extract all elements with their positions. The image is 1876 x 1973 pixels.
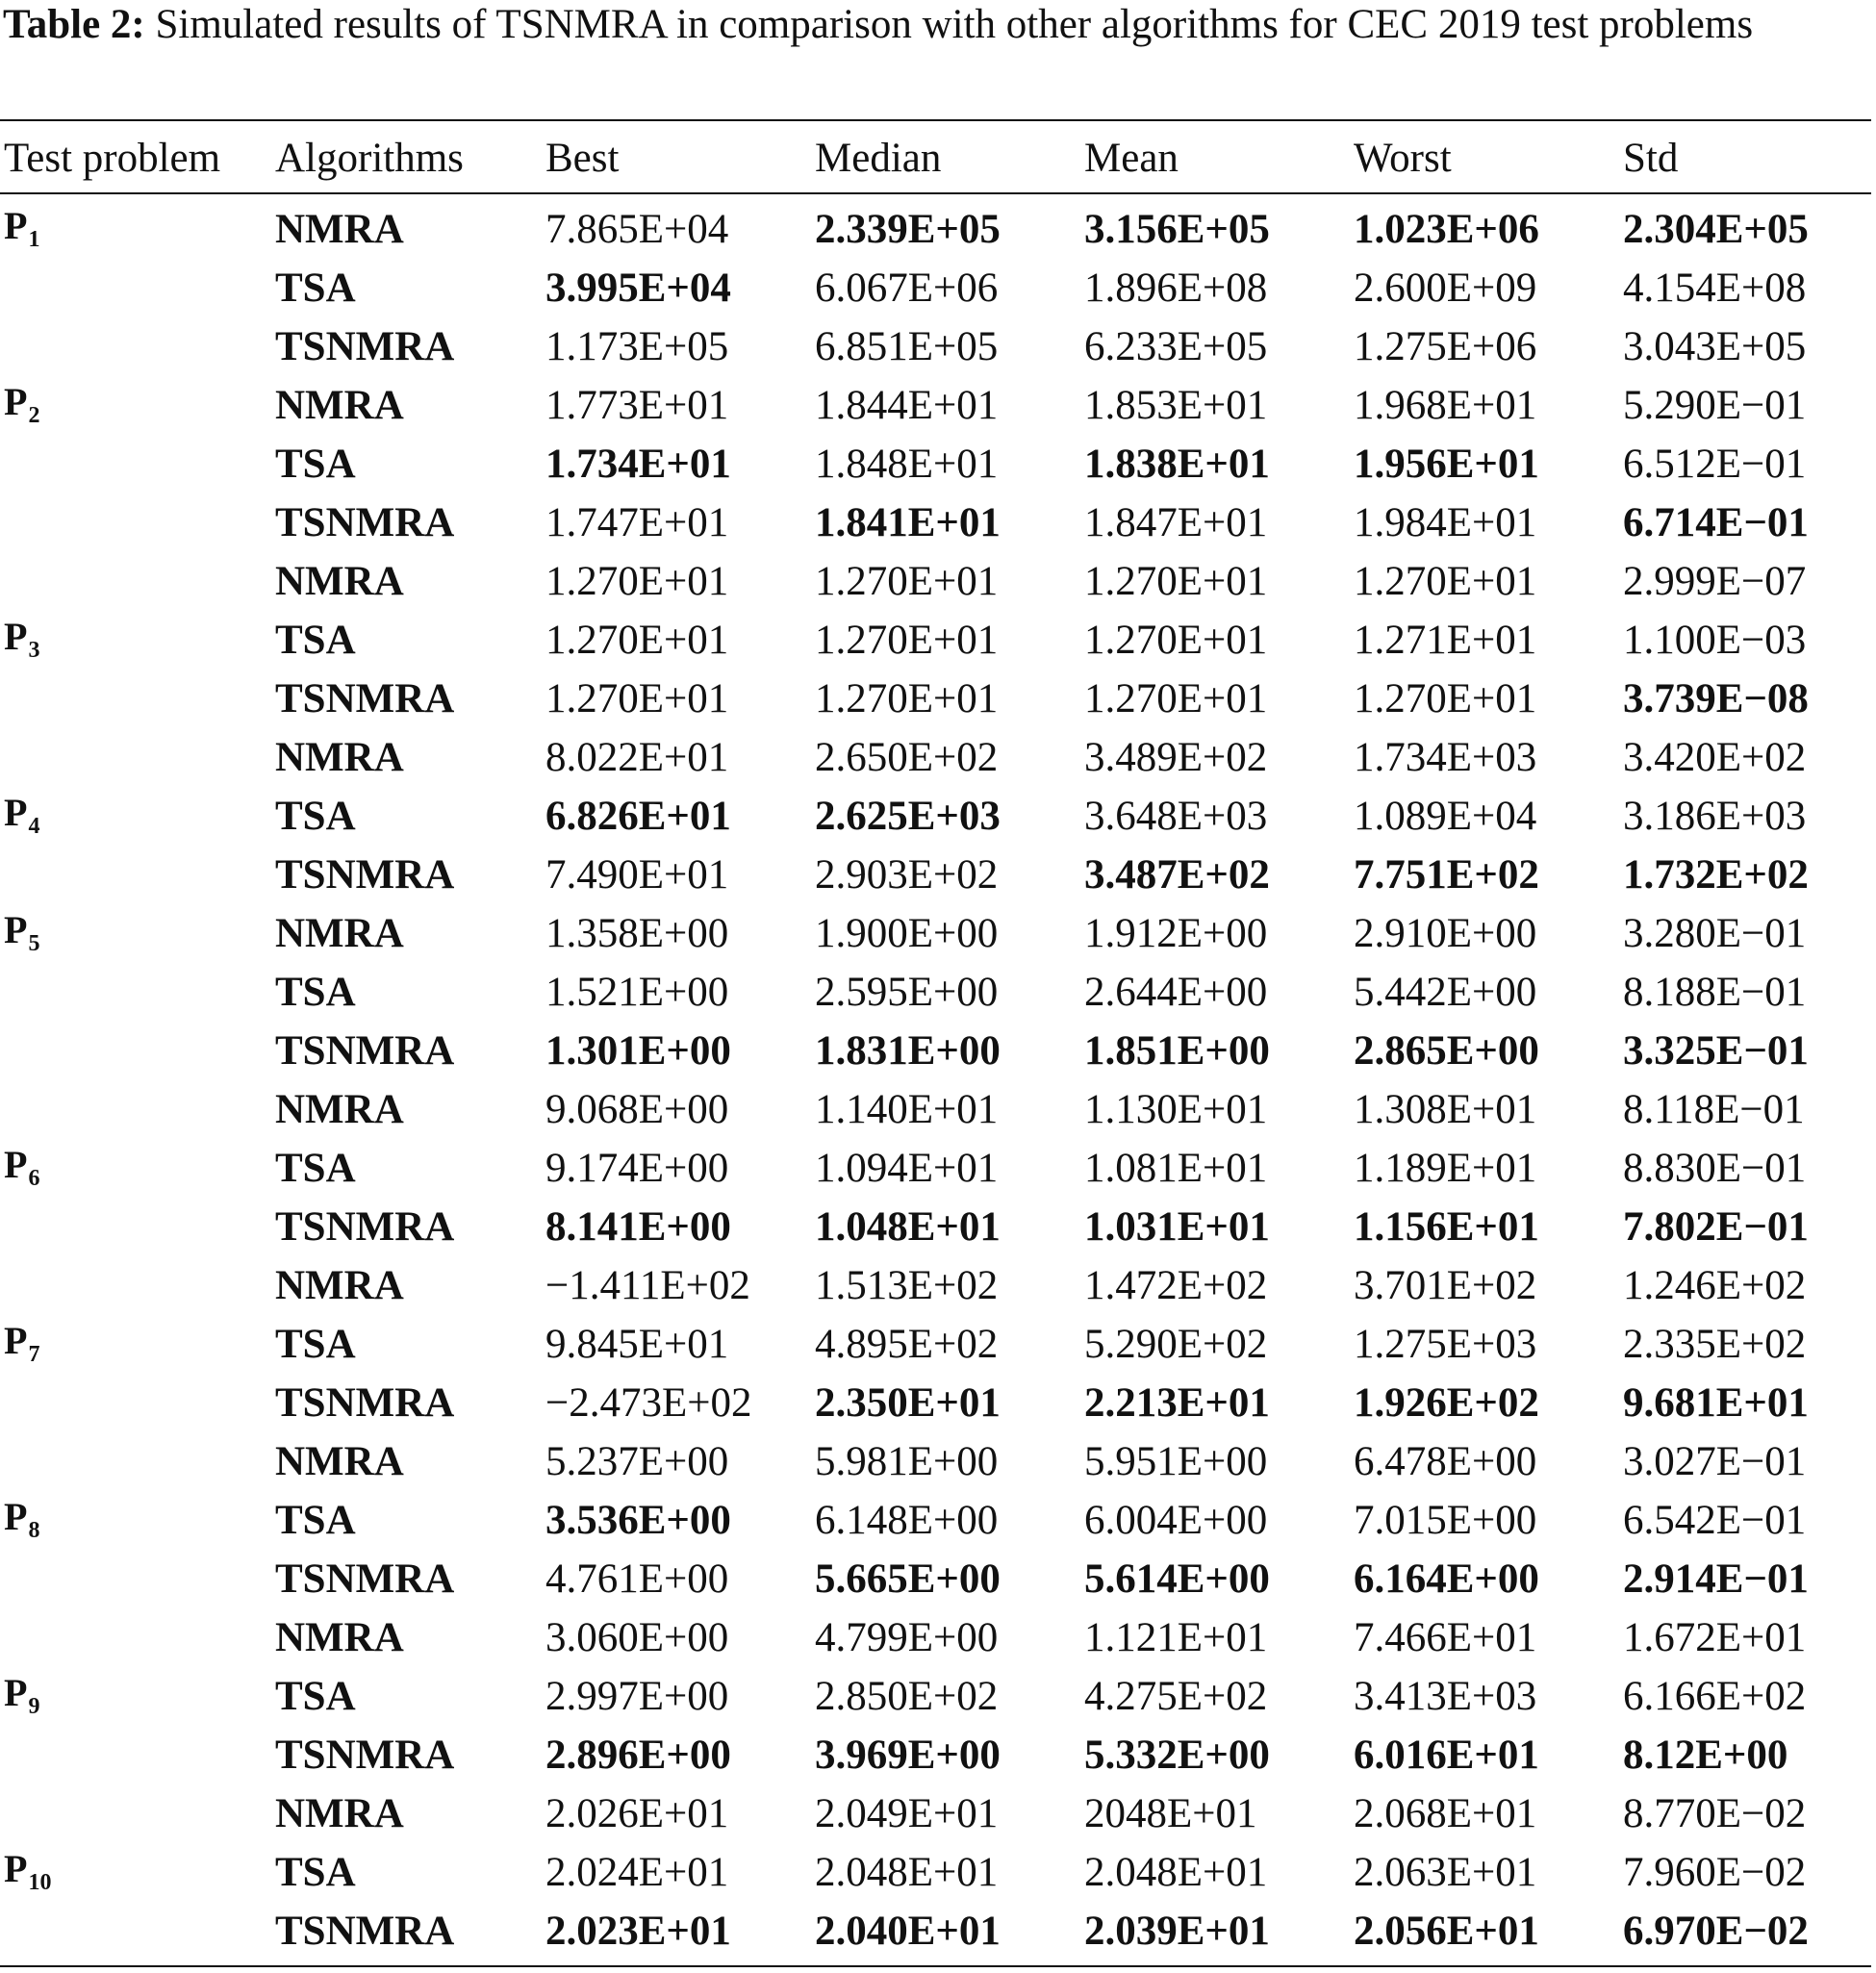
- problem-index: 6: [28, 1166, 40, 1191]
- problem-index: 5: [28, 931, 40, 956]
- table-row: [0, 1315, 1871, 1374]
- median-cell: 1.831E+00: [815, 1028, 1001, 1074]
- mean-cell: 1.121E+01: [1084, 1615, 1268, 1660]
- worst-cell: 7.751E+02: [1354, 852, 1539, 898]
- median-cell: 2.339E+05: [815, 207, 1001, 252]
- table-row: [0, 1080, 1871, 1139]
- algorithm-cell: TSA: [275, 1674, 356, 1719]
- mean-cell: 6.004E+00: [1084, 1498, 1268, 1543]
- mean-cell: 5.614E+00: [1084, 1556, 1270, 1602]
- header-test-problem: Test problem: [4, 136, 221, 181]
- header-std: Std: [1623, 136, 1679, 181]
- mean-cell: 1.896E+08: [1084, 266, 1268, 311]
- algorithm-cell: NMRA: [275, 383, 404, 428]
- median-cell: 6.067E+06: [815, 266, 999, 311]
- algorithm-cell: NMRA: [275, 207, 404, 252]
- header-median: Median: [815, 136, 942, 181]
- median-cell: 4.799E+00: [815, 1615, 999, 1660]
- table-row: [0, 552, 1871, 611]
- best-cell: 1.773E+01: [545, 383, 729, 428]
- table-row: [0, 1843, 1871, 1902]
- problem-index: 3: [28, 638, 40, 663]
- std-cell: 3.043E+05: [1623, 324, 1807, 369]
- algorithm-cell: TSNMRA: [275, 676, 455, 721]
- median-cell: 1.270E+01: [815, 618, 999, 663]
- problem-label: [4, 1493, 39, 1555]
- best-cell: 1.521E+00: [545, 970, 729, 1015]
- median-cell: 6.851E+05: [815, 324, 999, 369]
- worst-cell: 1.926E+02: [1354, 1380, 1539, 1426]
- mean-cell: 1.853E+01: [1084, 383, 1268, 428]
- std-cell: 1.246E+02: [1623, 1263, 1807, 1308]
- problem-label: [4, 906, 39, 968]
- std-cell: 2.999E−07: [1623, 559, 1807, 604]
- mean-cell: 3.489E+02: [1084, 735, 1268, 780]
- problem-index: 10: [28, 1870, 52, 1895]
- mean-cell: 1.838E+01: [1084, 442, 1270, 487]
- problem-label: [4, 1141, 39, 1202]
- worst-cell: 5.442E+00: [1354, 970, 1537, 1015]
- std-cell: 9.681E+01: [1623, 1380, 1809, 1426]
- problem-name: P: [4, 204, 28, 247]
- problem-index: 4: [28, 814, 40, 839]
- best-cell: 1.747E+01: [545, 500, 729, 545]
- median-cell: 2.040E+01: [815, 1909, 1001, 1954]
- table-row: [0, 1374, 1871, 1432]
- table-row: [0, 963, 1871, 1022]
- table-bottom-rule: [0, 1965, 1871, 1967]
- table-row: [0, 200, 1871, 259]
- mean-cell: 5.332E+00: [1084, 1733, 1270, 1778]
- mean-cell: 1.851E+00: [1084, 1028, 1270, 1074]
- median-cell: 1.140E+01: [815, 1087, 999, 1132]
- table-header-rule: [0, 192, 1871, 194]
- worst-cell: 6.478E+00: [1354, 1439, 1537, 1484]
- worst-cell: 1.984E+01: [1354, 500, 1537, 545]
- best-cell: 2.997E+00: [545, 1674, 729, 1719]
- std-cell: 2.304E+05: [1623, 207, 1809, 252]
- worst-cell: 1.023E+06: [1354, 207, 1539, 252]
- problem-name: P: [4, 908, 28, 951]
- median-cell: 1.270E+01: [815, 676, 999, 721]
- table-row: [0, 1491, 1871, 1550]
- best-cell: 9.845E+01: [545, 1322, 729, 1367]
- mean-cell: 3.648E+03: [1084, 794, 1268, 839]
- algorithm-cell: TSNMRA: [275, 1028, 455, 1074]
- table-caption: [3, 0, 1869, 50]
- median-cell: 1.844E+01: [815, 383, 999, 428]
- algorithm-cell: TSNMRA: [275, 1204, 455, 1250]
- algorithm-cell: NMRA: [275, 1087, 404, 1132]
- std-cell: 3.027E−01: [1623, 1439, 1807, 1484]
- problem-name: P: [4, 380, 28, 423]
- problem-name: P: [4, 1671, 28, 1714]
- problem-name: P: [4, 1495, 28, 1538]
- algorithm-cell: NMRA: [275, 1263, 404, 1308]
- problem-label: [4, 789, 39, 850]
- best-cell: 5.237E+00: [545, 1439, 729, 1484]
- problem-label: [4, 1845, 51, 1907]
- worst-cell: 6.016E+01: [1354, 1733, 1539, 1778]
- algorithm-cell: NMRA: [275, 1791, 404, 1836]
- algorithm-cell: TSA: [275, 1322, 356, 1367]
- mean-cell: 1.081E+01: [1084, 1146, 1268, 1191]
- best-cell: 2.026E+01: [545, 1791, 729, 1836]
- worst-cell: 2.056E+01: [1354, 1909, 1539, 1954]
- best-cell: 7.490E+01: [545, 852, 729, 898]
- header-worst: Worst: [1354, 136, 1452, 181]
- caption-label: Table 2:: [3, 2, 145, 47]
- median-cell: 2.595E+00: [815, 970, 999, 1015]
- std-cell: 6.970E−02: [1623, 1909, 1809, 1954]
- problem-index: 1: [28, 227, 40, 252]
- table-top-rule: [0, 119, 1871, 121]
- algorithm-cell: TSNMRA: [275, 1556, 455, 1602]
- median-cell: 2.903E+02: [815, 852, 999, 898]
- algorithm-cell: TSNMRA: [275, 500, 455, 545]
- table-row: [0, 1432, 1871, 1491]
- table-row: [0, 1198, 1871, 1256]
- algorithm-cell: NMRA: [275, 911, 404, 956]
- std-cell: 3.739E−08: [1623, 676, 1809, 721]
- problem-name: P: [4, 791, 28, 834]
- worst-cell: 1.089E+04: [1354, 794, 1537, 839]
- problem-index: 2: [28, 403, 40, 428]
- algorithm-cell: TSA: [275, 1850, 356, 1895]
- algorithm-cell: TSNMRA: [275, 1733, 455, 1778]
- table-row: [0, 317, 1871, 376]
- mean-cell: 1.270E+01: [1084, 559, 1268, 604]
- best-cell: 1.173E+05: [545, 324, 729, 369]
- median-cell: 1.270E+01: [815, 559, 999, 604]
- mean-cell: 4.275E+02: [1084, 1674, 1268, 1719]
- std-cell: 1.732E+02: [1623, 852, 1809, 898]
- best-cell: 1.734E+01: [545, 442, 731, 487]
- best-cell: 1.270E+01: [545, 618, 729, 663]
- mean-cell: 2.213E+01: [1084, 1380, 1270, 1426]
- table-row: [0, 1256, 1871, 1315]
- mean-cell: 2.048E+01: [1084, 1850, 1268, 1895]
- mean-cell: 1.130E+01: [1084, 1087, 1268, 1132]
- mean-cell: 3.156E+05: [1084, 207, 1270, 252]
- algorithm-cell: NMRA: [275, 559, 404, 604]
- median-cell: 3.969E+00: [815, 1733, 1001, 1778]
- mean-cell: 2048E+01: [1084, 1791, 1257, 1836]
- algorithm-cell: TSNMRA: [275, 852, 455, 898]
- worst-cell: 1.270E+01: [1354, 559, 1537, 604]
- std-cell: 3.420E+02: [1623, 735, 1807, 780]
- std-cell: 7.802E−01: [1623, 1204, 1809, 1250]
- worst-cell: 1.308E+01: [1354, 1087, 1537, 1132]
- worst-cell: 3.413E+03: [1354, 1674, 1537, 1719]
- algorithm-cell: TSA: [275, 1146, 356, 1191]
- worst-cell: 1.275E+03: [1354, 1322, 1537, 1367]
- best-cell: 3.536E+00: [545, 1498, 731, 1543]
- table-row: [0, 846, 1871, 904]
- table-row: [0, 1784, 1871, 1843]
- algorithm-cell: TSNMRA: [275, 324, 455, 369]
- table-row: [0, 787, 1871, 846]
- header-algorithms: Algorithms: [275, 136, 464, 181]
- algorithm-cell: TSA: [275, 794, 356, 839]
- worst-cell: 1.275E+06: [1354, 324, 1537, 369]
- median-cell: 2.650E+02: [815, 735, 999, 780]
- worst-cell: 1.156E+01: [1354, 1204, 1539, 1250]
- median-cell: 1.900E+00: [815, 911, 999, 956]
- header-mean: Mean: [1084, 136, 1179, 181]
- median-cell: 2.625E+03: [815, 794, 1001, 839]
- table-row: [0, 1139, 1871, 1198]
- caption-text: Simulated results of TSNMRA in comparison with other algorithms for CEC 2019 test problems: [144, 2, 1754, 47]
- algorithm-cell: TSA: [275, 618, 356, 663]
- best-cell: 2.024E+01: [545, 1850, 729, 1895]
- best-cell: 2.023E+01: [545, 1909, 731, 1954]
- worst-cell: 2.063E+01: [1354, 1850, 1537, 1895]
- table-row: [0, 376, 1871, 435]
- std-cell: 7.960E−02: [1623, 1850, 1807, 1895]
- std-cell: 8.118E−01: [1623, 1087, 1805, 1132]
- mean-cell: 1.912E+00: [1084, 911, 1268, 956]
- problem-index: 8: [28, 1518, 40, 1543]
- mean-cell: 3.487E+02: [1084, 852, 1270, 898]
- best-cell: 1.358E+00: [545, 911, 729, 956]
- std-cell: 8.830E−01: [1623, 1146, 1807, 1191]
- mean-cell: 1.847E+01: [1084, 500, 1268, 545]
- mean-cell: 5.951E+00: [1084, 1439, 1268, 1484]
- mean-cell: 1.270E+01: [1084, 676, 1268, 721]
- median-cell: 1.848E+01: [815, 442, 999, 487]
- median-cell: 2.850E+02: [815, 1674, 999, 1719]
- mean-cell: 5.290E+02: [1084, 1322, 1268, 1367]
- std-cell: 8.12E+00: [1623, 1733, 1788, 1778]
- problem-label: [4, 202, 39, 264]
- median-cell: 5.665E+00: [815, 1556, 1001, 1602]
- std-cell: 6.714E−01: [1623, 500, 1809, 545]
- algorithm-cell: NMRA: [275, 1615, 404, 1660]
- mean-cell: 2.039E+01: [1084, 1909, 1270, 1954]
- problem-label: [4, 1317, 39, 1379]
- std-cell: 3.280E−01: [1623, 911, 1807, 956]
- std-cell: 3.186E+03: [1623, 794, 1807, 839]
- algorithm-cell: TSA: [275, 442, 356, 487]
- best-cell: 8.141E+00: [545, 1204, 731, 1250]
- best-cell: 9.068E+00: [545, 1087, 729, 1132]
- problem-label: [4, 1669, 39, 1731]
- std-cell: 2.335E+02: [1623, 1322, 1807, 1367]
- std-cell: 4.154E+08: [1623, 266, 1807, 311]
- std-cell: 5.290E−01: [1623, 383, 1807, 428]
- problem-name: P: [4, 1319, 28, 1362]
- table-row: [0, 1550, 1871, 1608]
- best-cell: 6.826E+01: [545, 794, 731, 839]
- std-cell: 6.512E−01: [1623, 442, 1807, 487]
- problem-label: [4, 378, 39, 440]
- mean-cell: 1.031E+01: [1084, 1204, 1270, 1250]
- worst-cell: 1.734E+03: [1354, 735, 1537, 780]
- std-cell: 2.914E−01: [1623, 1556, 1809, 1602]
- std-cell: 6.166E+02: [1623, 1674, 1807, 1719]
- worst-cell: 1.956E+01: [1354, 442, 1539, 487]
- mean-cell: 6.233E+05: [1084, 324, 1268, 369]
- problem-index: 9: [28, 1694, 40, 1719]
- algorithm-cell: TSA: [275, 970, 356, 1015]
- table-row: [0, 1022, 1871, 1080]
- mean-cell: 2.644E+00: [1084, 970, 1268, 1015]
- worst-cell: 7.015E+00: [1354, 1498, 1537, 1543]
- median-cell: 6.148E+00: [815, 1498, 999, 1543]
- median-cell: 1.513E+02: [815, 1263, 999, 1308]
- table-row: [0, 1667, 1871, 1726]
- best-cell: 3.995E+04: [545, 266, 731, 311]
- algorithm-cell: TSNMRA: [275, 1380, 455, 1426]
- std-cell: 3.325E−01: [1623, 1028, 1809, 1074]
- problem-name: P: [4, 615, 28, 658]
- algorithm-cell: TSA: [275, 266, 356, 311]
- worst-cell: 2.910E+00: [1354, 911, 1537, 956]
- median-cell: 1.841E+01: [815, 500, 1001, 545]
- worst-cell: 6.164E+00: [1354, 1556, 1539, 1602]
- best-cell: 1.301E+00: [545, 1028, 731, 1074]
- table-row: [0, 611, 1871, 670]
- std-cell: 8.188E−01: [1623, 970, 1807, 1015]
- best-cell: 9.174E+00: [545, 1146, 729, 1191]
- worst-cell: 3.701E+02: [1354, 1263, 1537, 1308]
- worst-cell: 2.068E+01: [1354, 1791, 1537, 1836]
- best-cell: 7.865E+04: [545, 207, 729, 252]
- best-cell: 2.896E+00: [545, 1733, 731, 1778]
- algorithm-cell: TSNMRA: [275, 1909, 455, 1954]
- algorithm-cell: NMRA: [275, 1439, 404, 1484]
- table-row: [0, 259, 1871, 317]
- median-cell: 2.049E+01: [815, 1791, 999, 1836]
- problem-label: [4, 613, 39, 674]
- mean-cell: 1.472E+02: [1084, 1263, 1268, 1308]
- worst-cell: 1.968E+01: [1354, 383, 1537, 428]
- std-cell: 8.770E−02: [1623, 1791, 1807, 1836]
- problem-name: P: [4, 1143, 28, 1186]
- std-cell: 1.100E−03: [1623, 618, 1807, 663]
- algorithm-cell: NMRA: [275, 735, 404, 780]
- best-cell: 1.270E+01: [545, 559, 729, 604]
- median-cell: 2.048E+01: [815, 1850, 999, 1895]
- best-cell: 4.761E+00: [545, 1556, 729, 1602]
- table-row: [0, 728, 1871, 787]
- worst-cell: 7.466E+01: [1354, 1615, 1537, 1660]
- table-row: [0, 1726, 1871, 1784]
- best-cell: 3.060E+00: [545, 1615, 729, 1660]
- worst-cell: 1.271E+01: [1354, 618, 1537, 663]
- median-cell: 5.981E+00: [815, 1439, 999, 1484]
- table-row: [0, 493, 1871, 552]
- problem-name: P: [4, 1847, 28, 1890]
- worst-cell: 2.865E+00: [1354, 1028, 1539, 1074]
- std-cell: 6.542E−01: [1623, 1498, 1807, 1543]
- best-cell: −1.411E+02: [545, 1263, 750, 1308]
- table-row: [0, 435, 1871, 493]
- problem-index: 7: [28, 1342, 40, 1367]
- best-cell: 1.270E+01: [545, 676, 729, 721]
- algorithm-cell: TSA: [275, 1498, 356, 1543]
- table-row: [0, 904, 1871, 963]
- table-row: [0, 670, 1871, 728]
- table-row: [0, 1902, 1871, 1960]
- median-cell: 1.094E+01: [815, 1146, 999, 1191]
- header-best: Best: [545, 136, 620, 181]
- worst-cell: 1.189E+01: [1354, 1146, 1537, 1191]
- median-cell: 1.048E+01: [815, 1204, 1001, 1250]
- worst-cell: 2.600E+09: [1354, 266, 1537, 311]
- median-cell: 4.895E+02: [815, 1322, 999, 1367]
- best-cell: 8.022E+01: [545, 735, 729, 780]
- best-cell: −2.473E+02: [545, 1380, 752, 1426]
- std-cell: 1.672E+01: [1623, 1615, 1807, 1660]
- mean-cell: 1.270E+01: [1084, 618, 1268, 663]
- median-cell: 2.350E+01: [815, 1380, 1001, 1426]
- worst-cell: 1.270E+01: [1354, 676, 1537, 721]
- table-row: [0, 1608, 1871, 1667]
